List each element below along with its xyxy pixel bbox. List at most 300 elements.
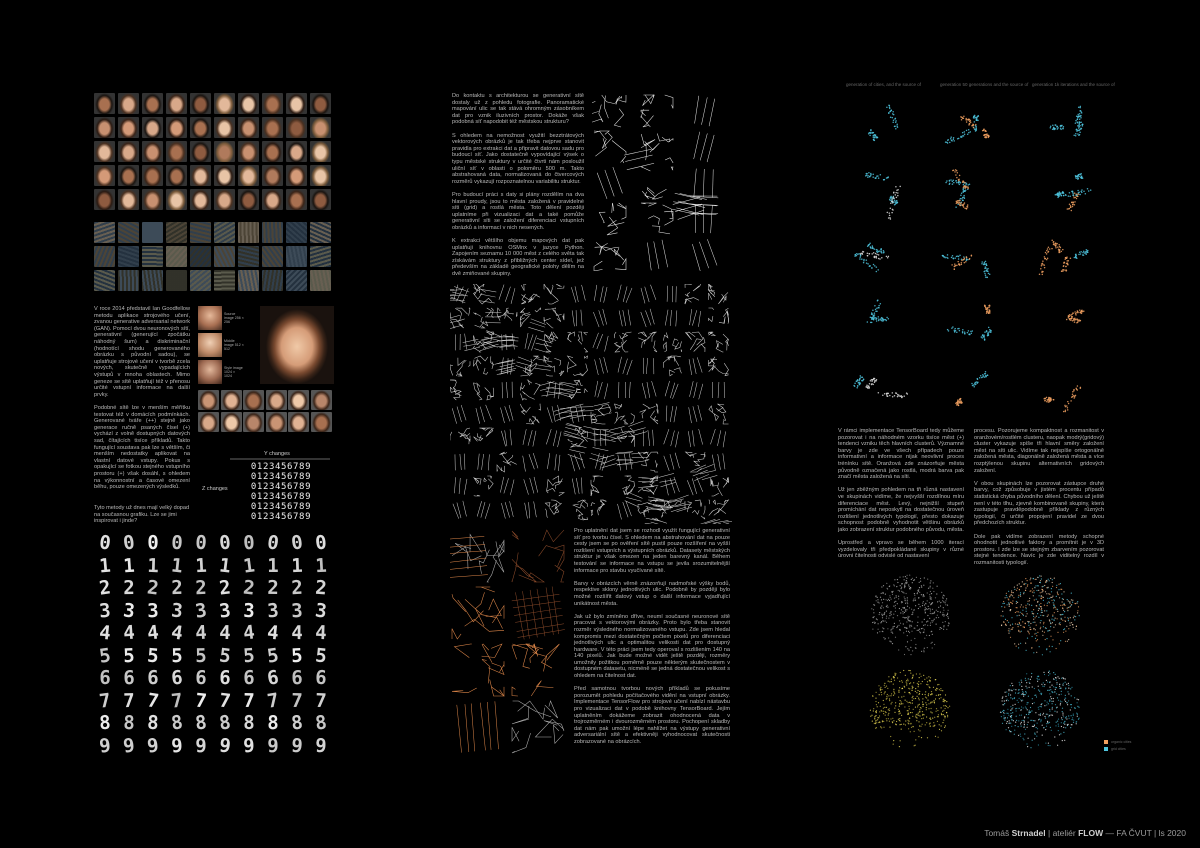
author-last-name: Strnadel [1011, 828, 1046, 838]
column-2-text-1: Do kontaktu s architekturou se generativní sítě dostaly už z pohledu fotografie. Panoramatické mapování ulic se tak stává ohromným zásobníkem dat pro vznik iluzivních prostor. Dokáže však podobná síť napodobit též městskou strukturu? S ohledem na nemožnost využití bezztrátových vektorových obrázků je tak třeba nejprve stanovit pravidla pro extrakci dat a připravit datovou sadu pro budoucí síť. Jako dostatečně vypovídající výsek o typu městské struktury v určité čtvrti nám posloužil uliční síť v oblasti o poloměru 500 m. Takto abstrahovaná data, normalizovaná do čtvercových rozměrů vykazují rozpoznatelnou variabilitu struktur. Pro budoucí práci s daty si plány rozdělím na dva hlavní proudy, jsou to města založená v pravidelné síti (grid) a rostlá města. Toto dělení později uplatníme při vizualizaci dat a také pomůže generativní síti se založení diferenciaci vstupních obrázků a informací v nich nesených. K extrakci většího objemu mapových dat pak uplatňuji knihovnu OSMnx v jazyce Python. Zapojením seznamu 10 000 měst z celého světa tak získávám struktury z přibližných center sídel, jež především na základě geografické polohy dělím na dvě zmiňované skupiny. [452, 93, 584, 278]
mnist-digit: 5 [195, 644, 207, 667]
intro-text: V roce 2014 představil Ian Goodfellow metodu aplikace strojového učení, zvanou generative adversarial network (GAN). Pomocí dvou neuronových sítí, generativní (generující zpočátku náhodný šum) a diskriminační (hodnotící shodu generovaného obrázku s původní sadou), se uplatňuje strojové učení v tvorbě zcela nových, skutečně vypadajících výstupů v mnoha oblastech. Mimo geneze se sítě uplatňují též v přenosu určité vstupní informace na další prvky. [94, 306, 192, 398]
generated-texture-tile [286, 270, 307, 291]
face-variation-tile [266, 390, 287, 410]
generated-face-tile [142, 141, 163, 162]
street-tile [640, 430, 659, 488]
mnist-digit: 5 [97, 643, 113, 668]
mnist-digit: 3 [98, 599, 112, 622]
street-tile [615, 452, 633, 471]
street-tile [450, 358, 470, 376]
generated-texture-tile [262, 222, 283, 243]
generated-face-tile [262, 117, 283, 138]
street-tile [481, 337, 516, 447]
mnist-digit: 6 [99, 666, 111, 690]
street-tile [474, 428, 494, 441]
mnist-digit: 3 [170, 599, 184, 622]
street-tile [641, 203, 673, 234]
face-variation-tile [221, 390, 242, 410]
street-tile [617, 428, 635, 447]
generated-face-tile [286, 117, 307, 138]
mnist-digit: 3 [146, 599, 160, 622]
street-tile [641, 134, 673, 164]
mnist-digit: 3 [242, 599, 256, 622]
mnist-digit: 7 [194, 688, 208, 713]
generated-face-tile [310, 165, 331, 186]
middle-label: Middle image 512 × 512 [224, 339, 244, 351]
street-tile [569, 380, 588, 399]
mnist-digit: 9 [195, 734, 207, 757]
street-tile [709, 308, 729, 324]
mnist-digit: 8 [98, 711, 112, 735]
mnist-digit: 6 [123, 666, 135, 690]
face-variation-tile [198, 412, 219, 432]
generated-face-tile [118, 117, 139, 138]
street-tile [494, 360, 540, 495]
latent-digit-row: 0123456789 [250, 482, 312, 492]
mnist-digit: 9 [145, 733, 161, 758]
mnist-digit: 1 [194, 554, 208, 577]
street-tile [640, 404, 658, 424]
mnist-digit: 9 [290, 734, 304, 757]
street-tile [638, 476, 658, 495]
source-face-thumb [198, 306, 222, 330]
mnist-digit: 3 [218, 598, 232, 623]
mnist-digit: 7 [97, 688, 113, 713]
mnist-digit: 6 [265, 666, 281, 690]
paragraph-3: Tyto metody už dnes mají velký dopad na současnou grafiku. Lze se jimi inspirovat i jinde? [94, 505, 191, 525]
middle-face-thumb [198, 333, 222, 357]
mnist-digit: 6 [314, 666, 328, 690]
tsne-cluster-plot [1043, 385, 1081, 412]
generated-face-tile [190, 165, 211, 186]
y-changes-label: Y changes [264, 451, 290, 457]
tsne-cluster-visualization-grid [838, 90, 1104, 420]
generated-face-tile [94, 141, 115, 162]
mnist-digit: 3 [290, 599, 304, 622]
street-tile [450, 284, 470, 304]
street-tile [615, 404, 635, 424]
mnist-digit: 6 [218, 666, 232, 690]
face-variation-tile [221, 412, 242, 432]
street-tile [545, 500, 561, 518]
street-tile [521, 404, 541, 424]
mnist-digit: 8 [122, 711, 136, 735]
generated-face-tile [238, 189, 259, 210]
mnist-digit: 4 [266, 621, 280, 645]
street-tile [591, 500, 606, 516]
tsne-cluster-plot [942, 254, 991, 278]
street-tile [709, 500, 729, 516]
mnist-digit: 9 [170, 734, 184, 757]
generated-face-tile [142, 93, 163, 114]
mnist-digit: 5 [290, 644, 304, 667]
face-variation-tile [243, 390, 264, 410]
generated-texture-tile [166, 270, 187, 291]
3d-projection-spheres [860, 570, 1100, 750]
street-tile [539, 382, 564, 424]
legend-blue-label: grid cities [1111, 747, 1126, 751]
street-tile [646, 428, 682, 510]
source-label: Source image 256 × 256 [224, 312, 244, 324]
generated-texture-tile [214, 222, 235, 243]
generated-face-tile [238, 93, 259, 114]
style-label: Style image 1024 × 1024 [224, 366, 243, 378]
mnist-digit: 8 [194, 711, 208, 735]
generated-face-tile [262, 141, 283, 162]
mnist-digit: 5 [265, 643, 281, 668]
street-tile [599, 95, 626, 127]
street-tile [450, 295, 470, 520]
author-first-name: Tomáš [984, 828, 1010, 838]
street-tile [497, 452, 517, 472]
legend-blue-swatch [1104, 747, 1108, 751]
generated-face-tile [94, 93, 115, 114]
mnist-digit: 9 [242, 734, 256, 757]
tsne-cluster-plot [854, 243, 889, 273]
face-variation-tile [288, 390, 309, 410]
face-variation-tile [311, 412, 332, 432]
generated-texture-tile [142, 270, 163, 291]
street-tile [591, 356, 627, 440]
mnist-digit: 7 [170, 688, 184, 713]
street-tile [663, 333, 681, 353]
generated-face-tile [286, 165, 307, 186]
mnist-digit: 7 [243, 689, 255, 712]
style-face-thumb [198, 360, 222, 384]
generated-texture-tile [94, 222, 115, 243]
street-tile [709, 404, 729, 424]
mnist-digit: 2 [218, 576, 232, 600]
street-tile [563, 332, 611, 438]
street-tile [568, 356, 588, 376]
generated-face-tile [190, 117, 211, 138]
legend-orange-label: organic cities [1111, 740, 1132, 744]
street-tile [685, 356, 732, 524]
mnist-digit: 7 [265, 688, 281, 713]
mnist-digit: 3 [121, 598, 137, 623]
generated-texture-tile [238, 222, 259, 243]
city-street-plans-sample [592, 93, 732, 271]
street-tile [663, 356, 681, 376]
mnist-digit: 8 [289, 711, 305, 735]
street-tile [512, 530, 564, 582]
street-tile [554, 407, 588, 472]
mnist-digit: 4 [169, 621, 185, 645]
street-tile [450, 380, 461, 400]
mnist-digit: 1 [267, 554, 279, 577]
street-tile [450, 428, 470, 444]
generated-faces-grid [94, 93, 334, 213]
latent-digit-row: 0123456789 [250, 502, 312, 512]
generated-face-tile [214, 189, 235, 210]
street-tile [594, 131, 626, 163]
mnist-digit: 6 [243, 666, 255, 690]
tsne-cluster-plot [1066, 309, 1085, 323]
generated-texture-tile [238, 270, 259, 291]
street-tile [615, 332, 632, 352]
street-tile [497, 360, 540, 472]
street-tile [511, 586, 566, 641]
mnist-digit: 6 [147, 666, 159, 690]
mnist-digit: 0 [170, 531, 184, 555]
mnist-digit: 0 [121, 531, 137, 555]
generated-texture-tile [118, 246, 139, 267]
street-tile [521, 308, 541, 327]
generated-texture-tile [262, 270, 283, 291]
mnist-digit: 8 [217, 711, 233, 735]
mnist-digit: 5 [217, 643, 233, 668]
street-tile [624, 149, 673, 271]
generated-texture-tile [118, 270, 139, 291]
street-tile [512, 701, 564, 753]
mnist-digit: 1 [122, 554, 136, 577]
generated-face-tile [142, 189, 163, 210]
street-tile [544, 308, 564, 328]
generated-face-tile [214, 117, 235, 138]
mnist-digit: 3 [266, 599, 280, 622]
mnist-digit: 0 [218, 531, 232, 555]
generated-texture-tile [94, 270, 115, 291]
latent-digit-row: 0123456789 [250, 492, 312, 502]
generated-face-tile [166, 117, 187, 138]
mnist-digit: 9 [121, 733, 137, 758]
mnist-digit: 0 [242, 531, 256, 555]
latent-digit-row: 0123456789 [250, 472, 312, 482]
mnist-digit: 0 [97, 531, 112, 555]
street-tile [560, 407, 586, 495]
generated-texture-tile [190, 246, 211, 267]
street-tile [569, 309, 594, 417]
mnist-generated-digits [94, 532, 334, 757]
mnist-digit: 0 [314, 531, 328, 555]
generated-face-tile [214, 165, 235, 186]
street-tile [474, 383, 494, 400]
generated-face-tile [118, 189, 139, 210]
street-tile [521, 380, 541, 400]
generated-face-tile [94, 165, 115, 186]
street-tile [673, 196, 722, 271]
street-tile [497, 336, 516, 398]
generated-texture-tile [142, 246, 163, 267]
mnist-digit: 8 [267, 711, 279, 735]
mnist-digit: 4 [146, 621, 160, 645]
atelier-name: FLOW [1078, 828, 1104, 838]
street-tile [463, 339, 517, 519]
mnist-digit: 5 [171, 644, 183, 667]
mnist-digit: 1 [314, 554, 328, 577]
generated-face-tile [238, 165, 259, 186]
generated-texture-tile [262, 246, 283, 267]
latent-digit-row: 0123456789 [250, 512, 312, 522]
mnist-digit: 8 [313, 711, 329, 735]
3d-sphere-projection [871, 575, 949, 656]
generated-face-tile [118, 165, 139, 186]
generated-face-tile [310, 93, 331, 114]
generated-face-tile [166, 189, 187, 210]
street-tile [709, 357, 729, 376]
z-changes-label: Z changes [202, 486, 228, 492]
street-tile [568, 332, 588, 352]
tsne-cluster-plot [1039, 240, 1089, 276]
mnist-digit: 4 [242, 621, 256, 645]
column-2-text-2: Pro uplatnění dat jsem se rozhodl využít fungující generativní síť pro tvorbu čísel. S ohledem na abstrahování dat na pouze cesty jsem se po ověření sítě pustil pouze rozšíření na vyšší rozlišení vstupních a výstupních obrázků. Datasety městských struktur je však omezen na jeden barevný kanál. Během testování se informace na vstupu se jevila srozumitelnější informace pro stavbu vyučívané sítě. Barvy v obrázcích věrně znázorňují nadmořské výšky bodů, respektive sklony jednotlivých ulic. Podobně by později bylo možné rozšířit datový vstup o další informace vyjadřující unikátnost města. Jak už bylo zmíněno dříve, neumí současné neuronové sítě pracovat s vektorovými obrázky. Proto bylo třeba stanovit rozměr výsledného normalizovaného vstupu. Zde jsem hledal kompromis mezi dostatečným počtem pixelů pro diferenciaci jednotlivých ulic a optimalitou velikosti dat pro dostupný hardware. V této práci jsem tedy operoval s rozlišením 140 na 140 pixelů. Jak bude možné vidět ještě později, rozměry umožnily požitkou poměrně pouze některým skutečnostem v dostupném datasetu, nicméně se jedná dostatečnou velikost s ohledem na čitelnost dat. Před samotnou tvorbou nových příkladů se pokusíme porozumět pohledu počítačového vidění na vstupní obrázky. Implementace TensorFlow pro strojové učení nabízí nástavbu pro vizualizaci dat v podobě knihovny TensorBoard. Jejím uplatněním dokážeme zobrazit ohodnocená data v trojrozměrném i dvourozměrném prostoru. Pochopení skladby dat nám pak umožní lépe nahlížet na výstupy generativní adversariální sítě a efektivněji vyhodnocovat skutečnosti zobrazované na obrázcích. [574, 528, 730, 745]
street-tile [474, 476, 494, 496]
generated-texture-tile [286, 222, 307, 243]
legend-orange-swatch [1104, 740, 1108, 744]
mnist-digit: 4 [291, 621, 303, 645]
generated-face-tile [310, 141, 331, 162]
street-tile [638, 284, 717, 481]
street-tile [662, 476, 687, 512]
street-tile [709, 284, 729, 304]
mnist-digit: 9 [98, 733, 112, 758]
street-tile [622, 476, 634, 495]
mnist-digit: 2 [170, 576, 184, 600]
generated-texture-tile [190, 270, 211, 291]
street-tile [685, 500, 705, 519]
mnist-digit: 8 [146, 711, 160, 735]
mnist-digit: 4 [314, 621, 328, 645]
generated-texture-tile [118, 222, 139, 243]
street-tile [641, 167, 673, 199]
latent-digit-row: 0123456789 [250, 462, 312, 472]
mnist-digit: 2 [123, 576, 135, 600]
generated-texture-tile [142, 222, 163, 243]
mnist-digit: 9 [217, 733, 233, 758]
mnist-digit: 4 [219, 621, 231, 645]
street-tile [638, 452, 658, 472]
generated-face-tile [190, 141, 211, 162]
street-tile [544, 356, 564, 376]
generated-face-tile [262, 189, 283, 210]
mnist-digit: 1 [217, 553, 233, 578]
generated-texture-tile [286, 246, 307, 267]
street-tile [474, 356, 494, 374]
generated-face-tile [190, 93, 211, 114]
mnist-digit: 1 [98, 554, 112, 577]
mnist-digit: 6 [170, 666, 184, 690]
generated-texture-tile [94, 246, 115, 267]
large-generated-face [260, 306, 334, 384]
mnist-digit: 2 [242, 576, 256, 600]
mnist-digit: 2 [194, 576, 208, 600]
legend-blue-item [1104, 747, 1131, 751]
mnist-digit: 1 [290, 554, 304, 577]
tsne-cluster-plot [945, 169, 970, 210]
generated-face-tile [310, 117, 331, 138]
tsne-cluster-plot [947, 304, 992, 340]
street-tile [497, 308, 517, 321]
street-tile [450, 536, 504, 754]
3d-sphere-projection [1000, 671, 1080, 749]
mnist-digit: 7 [123, 689, 135, 712]
generated-face-tile [286, 141, 307, 162]
generated-face-tile [118, 141, 139, 162]
mnist-digit: 7 [290, 689, 304, 712]
mnist-digit: 4 [98, 621, 112, 645]
generated-texture-tile [310, 270, 331, 291]
street-tile [710, 453, 732, 524]
mnist-digit: 0 [289, 531, 305, 555]
generated-face-tile [238, 117, 259, 138]
tsne-cluster-plot [865, 172, 901, 220]
generated-texture-tile [310, 222, 331, 243]
street-tile [512, 644, 559, 696]
generated-texture-tile [190, 222, 211, 243]
mnist-digit: 3 [313, 598, 329, 623]
generated-face-tile [94, 189, 115, 210]
tsne-cluster-plot [945, 115, 990, 144]
tsne-cluster-plot [1050, 106, 1084, 137]
3d-sphere-projection [1001, 575, 1080, 655]
atelier-prefix: | ateliér [1048, 828, 1076, 838]
generated-face-tile [166, 93, 187, 114]
mnist-digit: 2 [145, 576, 161, 600]
generated-face-tile [142, 165, 163, 186]
footer-credit [984, 828, 1186, 838]
generated-face-tile [262, 165, 283, 186]
generated-texture-tile [214, 270, 235, 291]
tsne-cluster-plot [955, 371, 988, 406]
mnist-digit: 8 [243, 711, 255, 735]
mnist-digit: 7 [218, 688, 232, 713]
face-variation-tile [311, 390, 332, 410]
generated-face-tile [190, 189, 211, 210]
generated-texture-grid [94, 222, 334, 292]
street-tile [452, 644, 504, 696]
tsne-cluster-plot [868, 105, 898, 142]
mnist-digit: 5 [314, 643, 328, 668]
street-tile [452, 534, 504, 582]
scatter-header-b: generation 50 generations and the source of [940, 82, 1029, 87]
scatter-header-a: generation of cities, and the source of [846, 82, 922, 87]
tsne-cluster-plot [867, 299, 890, 323]
street-tile [591, 476, 603, 496]
mnist-digit: 6 [195, 666, 207, 690]
scatter-header-c: generation 1k iterations and the source of [1032, 82, 1115, 87]
street-tile [594, 242, 626, 271]
street-tile [547, 476, 565, 496]
face-variation-strip [198, 390, 334, 434]
face-variation-tile [288, 412, 309, 432]
style-transfer-block [198, 306, 334, 384]
generated-face-tile [94, 117, 115, 138]
mnist-digit: 2 [290, 576, 304, 600]
mnist-digit: 1 [146, 554, 160, 577]
street-tile [450, 308, 470, 328]
generated-face-tile [262, 93, 283, 114]
generated-face-tile [310, 189, 331, 210]
generated-face-tile [166, 141, 187, 162]
mnist-digit: 5 [242, 644, 256, 667]
street-tile [474, 308, 494, 328]
mnist-digit: 4 [122, 621, 136, 645]
legend [1104, 740, 1131, 751]
generated-texture-tile [238, 246, 259, 267]
generated-face-tile [142, 117, 163, 138]
street-tile [544, 332, 558, 352]
street-tile [710, 382, 727, 524]
generated-street-network-grid [450, 284, 732, 524]
mnist-digit: 3 [193, 598, 209, 623]
generated-face-tile [214, 93, 235, 114]
street-tile [452, 587, 504, 639]
street-tile [685, 284, 701, 304]
mnist-digit: 1 [241, 553, 257, 578]
generated-face-tile [286, 189, 307, 210]
generated-texture-tile [166, 222, 187, 243]
